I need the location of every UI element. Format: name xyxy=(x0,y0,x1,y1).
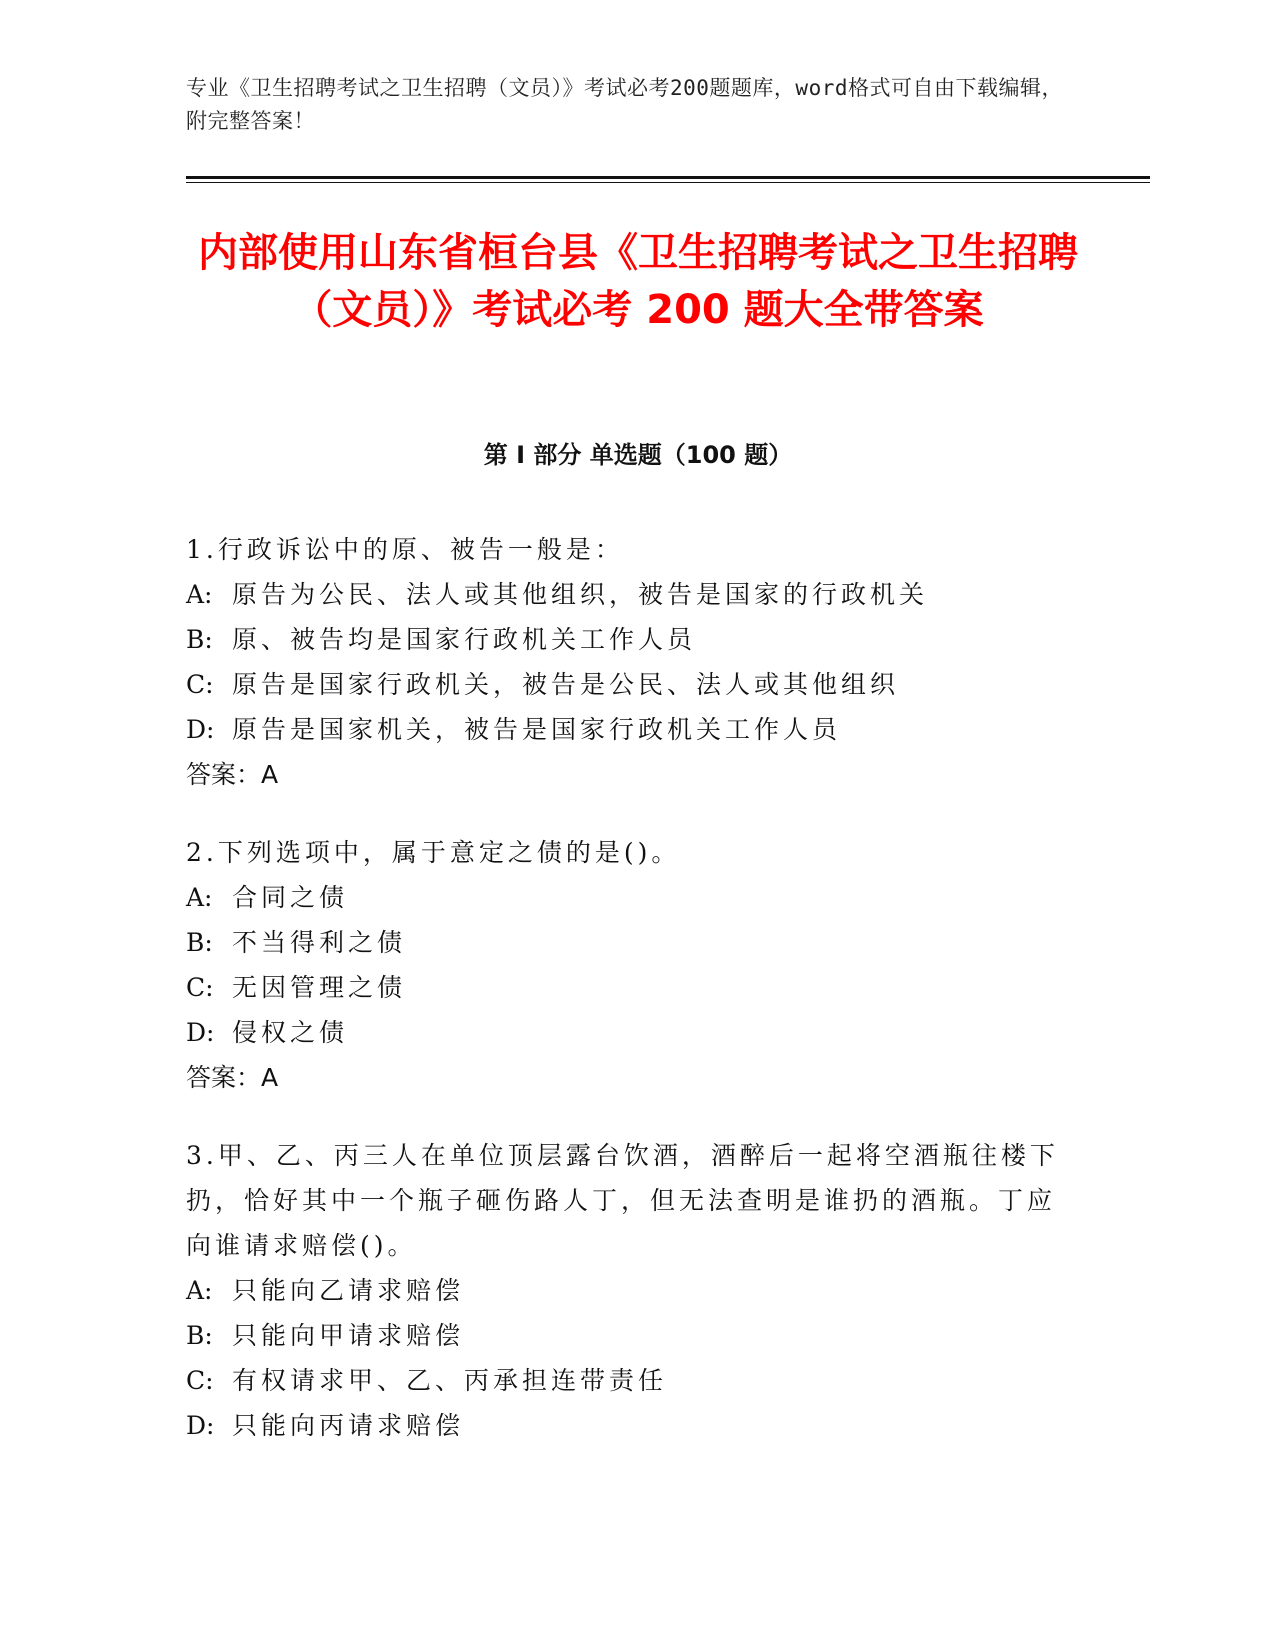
option-b xyxy=(186,617,1066,662)
document-title: 内部使用山东省桓台县《卫生招聘考试之卫生招聘（文员）》考试必考 200 题大全带答案 xyxy=(198,230,1078,333)
option-d xyxy=(186,1010,1066,1055)
option-text: 原告为公民、法人或其他组织，被告是国家的行政机关 xyxy=(232,580,929,609)
option-b xyxy=(186,1313,1066,1358)
header-note: 专业《卫生招聘考试之卫生招聘（文员）》考试必考200题题库，word格式可自由下载编辑，附完整答案！ xyxy=(186,76,1063,133)
option-letter: A: xyxy=(186,883,213,912)
option-letter: B: xyxy=(186,625,213,654)
option-text: 无因管理之债 xyxy=(232,973,407,1002)
option-a xyxy=(186,875,1066,920)
question-2 xyxy=(186,830,1066,1100)
section-title: 第 I 部分 单选题（100 题） xyxy=(483,441,793,469)
option-text: 不当得利之债 xyxy=(232,928,407,957)
option-text: 原告是国家行政机关，被告是公民、法人或其他组织 xyxy=(232,670,900,699)
option-c xyxy=(186,965,1066,1010)
option-letter: C: xyxy=(186,1366,214,1395)
question-3 xyxy=(186,1133,1066,1448)
question-list xyxy=(186,527,1066,1481)
option-a xyxy=(186,1268,1066,1313)
option-text: 侵权之债 xyxy=(232,1018,349,1047)
option-text: 合同之债 xyxy=(232,883,349,912)
header-divider-thin xyxy=(186,182,1150,183)
question-1 xyxy=(186,527,1066,797)
option-letter: D: xyxy=(186,1411,215,1440)
option-letter: A: xyxy=(186,580,213,609)
question-stem: 3.甲、乙、丙三人在单位顶层露台饮酒，酒醉后一起将空酒瓶往楼下扔，恰好其中一个瓶子砸伤路人丁，但无法查明是谁扔的酒瓶。丁应向谁请求赔偿()。 xyxy=(186,1141,1059,1260)
option-letter: B: xyxy=(186,1321,213,1350)
option-letter: A: xyxy=(186,1276,213,1305)
option-b xyxy=(186,920,1066,965)
option-c xyxy=(186,1358,1066,1403)
option-c xyxy=(186,662,1066,707)
question-stem: 1.行政诉讼中的原、被告一般是： xyxy=(186,535,624,564)
option-d xyxy=(186,707,1066,752)
option-d xyxy=(186,1403,1066,1448)
option-text: 原、被告均是国家行政机关工作人员 xyxy=(232,625,697,654)
option-a xyxy=(186,572,1066,617)
answer: 答案：A xyxy=(186,1063,279,1092)
option-letter: D: xyxy=(186,715,215,744)
header-divider-thick xyxy=(186,176,1150,179)
option-letter: D: xyxy=(186,1018,215,1047)
option-text: 有权请求甲、乙、丙承担连带责任 xyxy=(232,1366,668,1395)
option-text: 只能向甲请求赔偿 xyxy=(232,1321,465,1350)
option-text: 只能向丙请求赔偿 xyxy=(232,1411,465,1440)
option-letter: C: xyxy=(186,973,214,1002)
answer: 答案：A xyxy=(186,760,279,789)
question-stem: 2.下列选项中，属于意定之债的是()。 xyxy=(186,838,681,867)
option-letter: B: xyxy=(186,928,213,957)
option-text: 原告是国家机关，被告是国家行政机关工作人员 xyxy=(232,715,842,744)
option-letter: C: xyxy=(186,670,214,699)
option-text: 只能向乙请求赔偿 xyxy=(232,1276,465,1305)
